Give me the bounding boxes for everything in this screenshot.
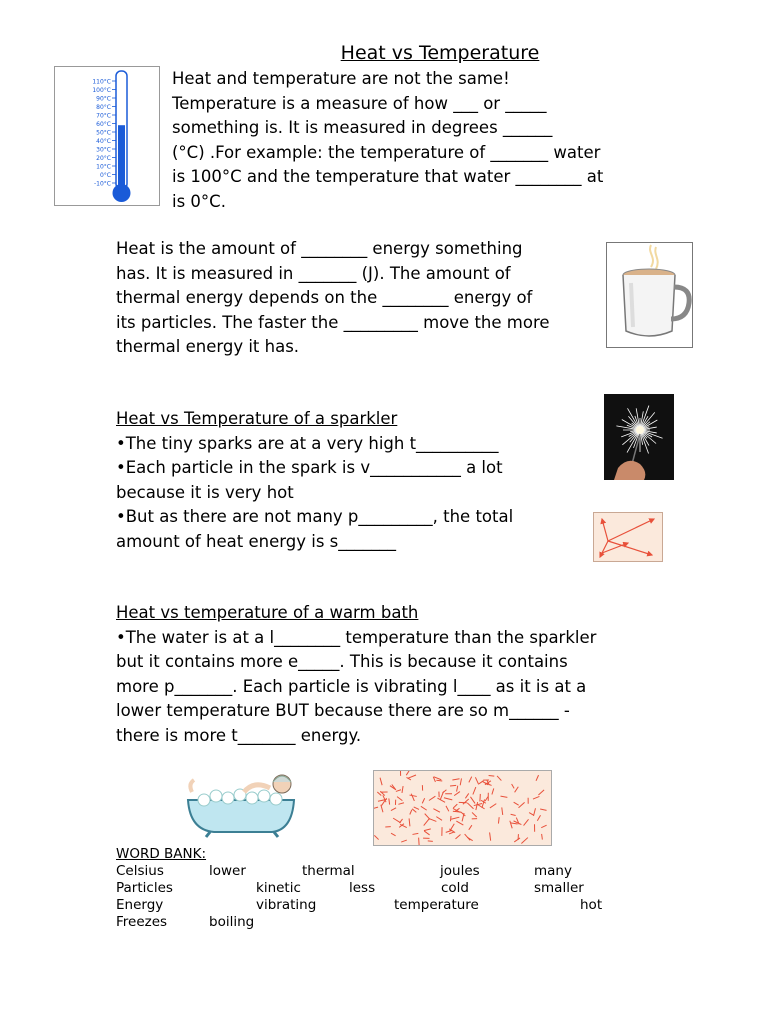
- particle-arrow: [514, 802, 519, 805]
- word-bank-word: less: [349, 880, 376, 896]
- particle-arrow: [497, 776, 501, 781]
- particle-arrow: [414, 807, 419, 809]
- particle-arrow: [515, 787, 519, 793]
- heat-paragraph: [116, 237, 550, 360]
- word-bank-word: boiling: [209, 914, 255, 930]
- particle-arrow: [393, 818, 401, 823]
- particle-arrow: [429, 818, 437, 821]
- particle-arrow: [434, 777, 441, 780]
- heat-line: thermal energy it has.: [116, 337, 300, 356]
- particle-arrow: [479, 781, 483, 784]
- sparkler-line: •But as there are not many p_________, the total: [116, 507, 514, 526]
- particle-arrow: [424, 831, 429, 835]
- particle-arrow: [401, 840, 407, 842]
- intro-line: something is. It is measured in degrees ______: [172, 118, 553, 137]
- particle-arrow: [453, 804, 457, 808]
- particle-arrow: [511, 814, 516, 815]
- word-bank-word: kinetic: [256, 880, 301, 896]
- particle-arrow: [424, 829, 431, 831]
- heat-line: has. It is measured in _______ (J). The amount of: [116, 263, 511, 283]
- thermometer-tick-label: 60°C: [96, 121, 111, 128]
- particle-arrow: [408, 775, 416, 778]
- particle-arrow: [533, 796, 539, 799]
- bathtub-icon: [184, 770, 300, 838]
- particle-arrow: [444, 798, 452, 800]
- particle-arrow: [398, 803, 404, 805]
- thermometer-tick-label: 80°C: [96, 104, 111, 111]
- particle-arrow: [409, 795, 416, 796]
- intro-line: (°C) .For example: the temperature of _______ water: [172, 142, 601, 162]
- particle-arrow: [490, 832, 491, 840]
- particle-arrow: [541, 825, 546, 828]
- particle-arrow: [412, 833, 418, 834]
- particle-arrow: [470, 797, 475, 804]
- intro-line: is 0°C.: [172, 191, 226, 211]
- intro-line: is 100°C and the temperature that water ________ at: [172, 167, 604, 186]
- thermometer-tick-label: 10°C: [96, 163, 111, 171]
- particle-arrow: [524, 819, 529, 825]
- particle-arrow: [456, 821, 463, 825]
- word-bank-word: thermal: [302, 863, 355, 879]
- bath-line: there is more t_______ energy.: [116, 725, 362, 745]
- sparkler-line: •Each particle in the spark is v___________ a lot: [116, 458, 503, 477]
- particle-arrow: [489, 776, 495, 777]
- particle-arrow: [452, 779, 459, 780]
- sparkler-section: [116, 407, 513, 554]
- thermometer-tick-label: 30°C: [96, 146, 111, 154]
- particle-arrow: [389, 798, 390, 804]
- particle-arrow: [374, 807, 378, 808]
- particle-arrow: [450, 785, 456, 786]
- thermometer-tick-label: 40°C: [96, 138, 111, 145]
- particle-arrow: [412, 809, 416, 813]
- thermometer-tick-label: 100°C: [92, 87, 111, 94]
- hot-mug-image: [606, 242, 693, 348]
- heat-line: its particles. The faster the _________ move the more: [116, 312, 550, 332]
- particle-arrow: [411, 794, 414, 801]
- sparkler-line: •The tiny sparks are at a very high t__________: [116, 433, 499, 453]
- thermometer-tick-label: -10°C: [94, 180, 111, 188]
- page-title: Heat vs Temperature: [340, 42, 540, 64]
- word-bank: [116, 846, 636, 931]
- word-bank-row: [116, 914, 636, 931]
- word-bank-word: many: [534, 863, 572, 879]
- particle-arrow: [501, 796, 508, 797]
- particle-arrow: [490, 804, 496, 808]
- word-bank-word: Freezes: [116, 914, 168, 930]
- particle-arrow: [519, 802, 525, 807]
- particle-arrow: [396, 790, 401, 792]
- particle-arrow: [485, 797, 488, 802]
- particle-arrow: [397, 797, 402, 801]
- particle-arrow: [510, 821, 512, 829]
- thermometer-tick-label: 70°C: [96, 112, 111, 120]
- thermometer-tick-label: 50°C: [96, 129, 111, 137]
- particle-arrow: [374, 835, 378, 839]
- particle-arrow: [476, 802, 478, 810]
- particle-arrow: [475, 777, 478, 784]
- thermometer-tick-label: 110°C: [92, 78, 111, 86]
- particle-arrow: [433, 809, 440, 813]
- word-bank-heading: WORD BANK:: [116, 846, 207, 862]
- word-bank-word: Particles: [116, 880, 173, 896]
- particle-arrow: [453, 811, 461, 812]
- particle-arrow: [391, 808, 396, 811]
- particle-arrow: [454, 792, 460, 796]
- bath-line: but it contains more e_____. This is because it contains: [116, 652, 568, 671]
- word-bank-word: joules: [440, 863, 480, 879]
- particle-arrow: [467, 803, 473, 809]
- particle-arrow: [511, 823, 518, 824]
- many-arrows-icon: [374, 771, 551, 845]
- particle-arrow: [473, 787, 476, 794]
- particle-arrow: [521, 838, 527, 844]
- word-bank-word: hot: [580, 897, 603, 913]
- word-bank-word: Energy: [116, 897, 164, 913]
- heat-line: thermal energy depends on the ________ energy of: [116, 288, 533, 307]
- word-bank-row: [116, 863, 636, 880]
- particle-arrow: [457, 786, 458, 792]
- particle-arrow: [534, 808, 536, 816]
- bath-heading: Heat vs temperature of a warm bath: [116, 603, 419, 622]
- particle-arrow: [391, 833, 396, 836]
- particle-arrow: [537, 815, 540, 820]
- dense-particles-image: [373, 770, 552, 846]
- thermometer-tick-label: 0°C: [99, 172, 111, 179]
- particle-arrow: [437, 798, 445, 802]
- thermometer-tick-label: 90°C: [96, 95, 111, 103]
- particle-arrow: [492, 788, 494, 794]
- particle-arrow: [472, 812, 477, 817]
- bath-line: lower temperature BUT because there are so m______ -: [116, 701, 570, 720]
- sparkler-image: [604, 394, 674, 480]
- thermometer-icon: [55, 67, 159, 205]
- particle-arrow: [424, 819, 430, 826]
- particle-arrow: [460, 778, 461, 785]
- arrows-icon: [594, 513, 662, 561]
- particle-arrow: [380, 778, 382, 786]
- intro-paragraph: [172, 67, 603, 214]
- particle-arrow: [542, 834, 543, 840]
- word-bank-word: temperature: [394, 897, 479, 913]
- sparkler-line: amount of heat energy is s_______: [116, 531, 397, 551]
- word-bank-word: vibrating: [256, 897, 317, 913]
- particle-arrow: [465, 793, 468, 798]
- bathtub-image: [184, 770, 300, 838]
- particle-arrow: [469, 777, 472, 783]
- particle-arrow: [402, 786, 403, 793]
- heat-line: Heat is the amount of ________ energy something: [116, 239, 523, 258]
- particle-arrow: [381, 805, 383, 812]
- intro-line: Heat and temperature are not the same!: [172, 69, 510, 88]
- particle-arrow: [469, 825, 472, 830]
- word-bank-word: Celsius: [116, 863, 164, 879]
- bath-line: more p_______. Each particle is vibrating l____ as it is at a: [116, 676, 587, 696]
- particle-arrow: [446, 806, 449, 811]
- particle-arrow: [436, 780, 442, 781]
- sparkler-icon: [604, 394, 674, 480]
- particle-arrow: [450, 816, 451, 821]
- bath-section: [116, 601, 596, 748]
- particle-arrow: [449, 832, 454, 834]
- word-bank-word: cold: [441, 880, 470, 896]
- sparkler-heading: Heat vs Temperature of a sparkler: [116, 409, 398, 428]
- thermometer-image: [54, 66, 160, 206]
- word-bank-word: smaller: [534, 880, 584, 896]
- thermometer-tick-label: 20°C: [96, 155, 111, 162]
- particle-arrow: [410, 810, 412, 815]
- word-bank-word: lower: [209, 863, 246, 879]
- particle-arrow: [502, 807, 503, 814]
- bath-line: •The water is at a l________ temperature than the sparkler: [116, 627, 597, 647]
- particle-arrow: [455, 834, 460, 838]
- sparse-particles-image: [593, 512, 663, 562]
- particle-arrow: [514, 838, 520, 842]
- particle-arrow: [406, 771, 411, 775]
- word-bank-row: [116, 897, 636, 914]
- particle-arrow: [540, 809, 546, 810]
- intro-line: Temperature is a measure of how ___ or _____: [172, 93, 547, 113]
- particle-arrow: [409, 818, 410, 826]
- particle-arrow: [421, 806, 427, 810]
- sparkler-line: because it is very hot: [116, 482, 294, 502]
- particle-arrow: [429, 796, 435, 800]
- particle-arrow: [436, 817, 442, 821]
- particle-arrow: [538, 790, 544, 795]
- word-bank-row: [116, 880, 636, 897]
- mug-icon: [607, 243, 692, 347]
- particle-arrow: [451, 817, 459, 819]
- particle-arrow: [498, 817, 499, 823]
- particle-arrow: [440, 791, 443, 799]
- particle-arrow: [422, 798, 424, 803]
- particle-arrow: [536, 775, 539, 781]
- particle-arrow: [512, 784, 515, 788]
